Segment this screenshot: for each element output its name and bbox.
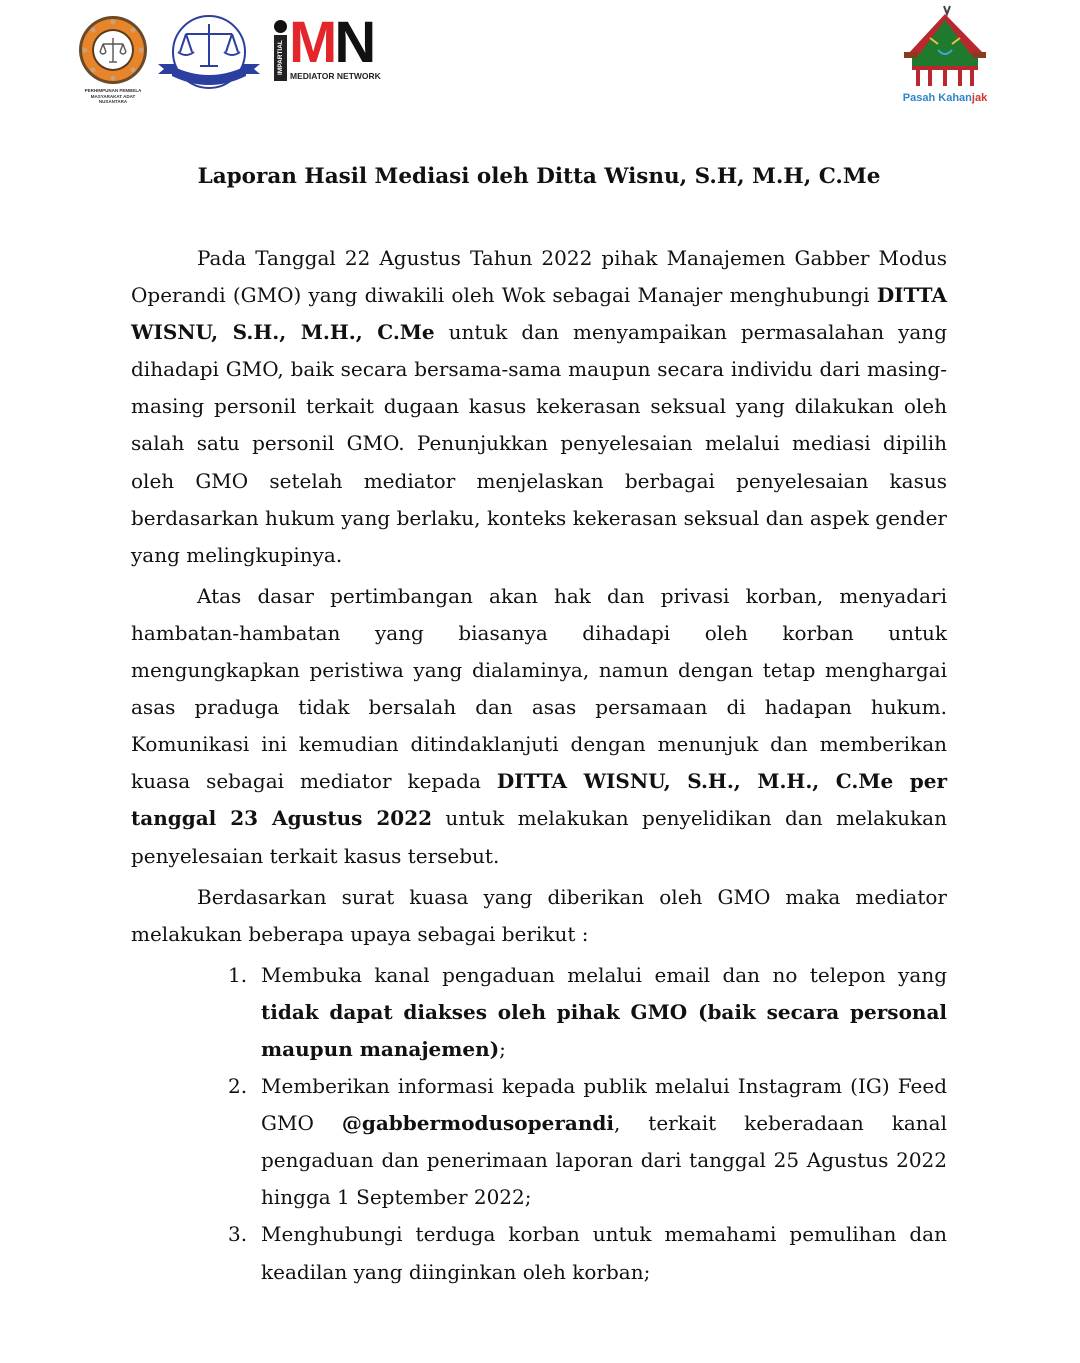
document-content	[131, 163, 947, 1291]
imn-side-label: IMPARTIAL	[277, 40, 284, 76]
imn-wordmark: MN	[289, 10, 374, 75]
paragraph-2: Atas dasar pertimbangan akan hak dan privasi korban, menyadari hambatan-hambatan yang biasanya dihadapi oleh korban untuk mengungkapkan peristiwa yang dialaminya, namun dengan tetap menghargai asas praduga tidak bersalah dan asas persamaan di hadapan hukum. Komunikasi ini kemudian ditindaklanjuti dengan menunjuk dan memberikan kuasa sebagai mediator kepada DITTA WISNU, S.H., M.H., C.Me per tanggal 23 Agustus 2022 untuk melakukan penyelidikan dan melakukan penyelesaian terkait kasus tersebut.	[131, 583, 947, 868]
actions-list	[131, 957, 947, 1291]
ppmaa-logo	[77, 14, 149, 102]
list-item: 2. Memberikan informasi kepada publik melalui Instagram (IG) Feed GMO @gabbermodusoperandi, terkait keberadaan kanal pengaduan dan penerimaan laporan dari tanggal 25 Agustus 2022 hingga 1 September 2022;	[228, 1074, 947, 1210]
ppmaa-caption: PERHIMPUNAN PEMBELA MASYARAKAT ADAT NUSANTARA	[84, 88, 142, 104]
traditional-house-icon	[900, 4, 990, 90]
pasah-kahanjak-wordmark: Pasah Kahanjak	[902, 92, 988, 104]
list-item: 1. Membuka kanal pengaduan melalui email dan no telepon yang tidak dapat diakses oleh pihak GMO (baik secara personal maupun manajemen);	[228, 962, 947, 1061]
scales-of-justice-icon	[156, 14, 262, 92]
document-title: Laporan Hasil Mediasi oleh Ditta Wisnu, S.H, M.H, C.Me	[197, 164, 881, 189]
imn-dot-icon	[274, 20, 287, 33]
paragraph-1: Pada Tanggal 22 Agustus Tahun 2022 pihak Manajemen Gabber Modus Operandi (GMO) yang diwakili oleh Wok sebagai Manajer menghubungi DITTA WISNU, S.H., M.H., C.Me untuk dan menyampaikan permasalahan yang dihadapi GMO, baik secara bersama-sama maupun secara individu dari masing-masing personil terkait dugaan kasus kekerasan seksual yang dilakukan oleh salah satu personil GMO. Penunjukkan penyelesaian melalui mediasi dipilih oleh GMO setelah mediator menjelaskan berbagai penyelesaian kasus berdasarkan hukum yang berlaku, konteks kekerasan seksual dan aspek gender yang melingkupinya.	[131, 246, 947, 567]
instagram-handle: @gabbermodusoperandi	[341, 1111, 614, 1136]
paragraph-3: Berdasarkan surat kuasa yang diberikan oleh GMO maka mediator melakukan beberapa upaya sebagai berikut :	[131, 884, 947, 946]
mediator-appointment-bold: DITTA WISNU, S.H., M.H., C.Me per tanggal 23 Agustus 2022	[131, 769, 947, 831]
document-body	[131, 240, 947, 953]
pasah-kahanjak-logo	[900, 4, 990, 108]
ppkhb-logo	[156, 14, 262, 92]
imn-logo	[273, 10, 385, 88]
scales-emblem-icon	[77, 14, 149, 86]
imn-tagline: MEDIATOR NETWORK	[290, 71, 381, 81]
mediator-name-bold: DITTA WISNU, S.H., M.H., C.Me	[131, 283, 947, 345]
list-item: 3. Menghubungi terduga korban untuk memahami pemulihan dan keadilan yang diinginkan oleh korban;	[228, 1222, 947, 1284]
